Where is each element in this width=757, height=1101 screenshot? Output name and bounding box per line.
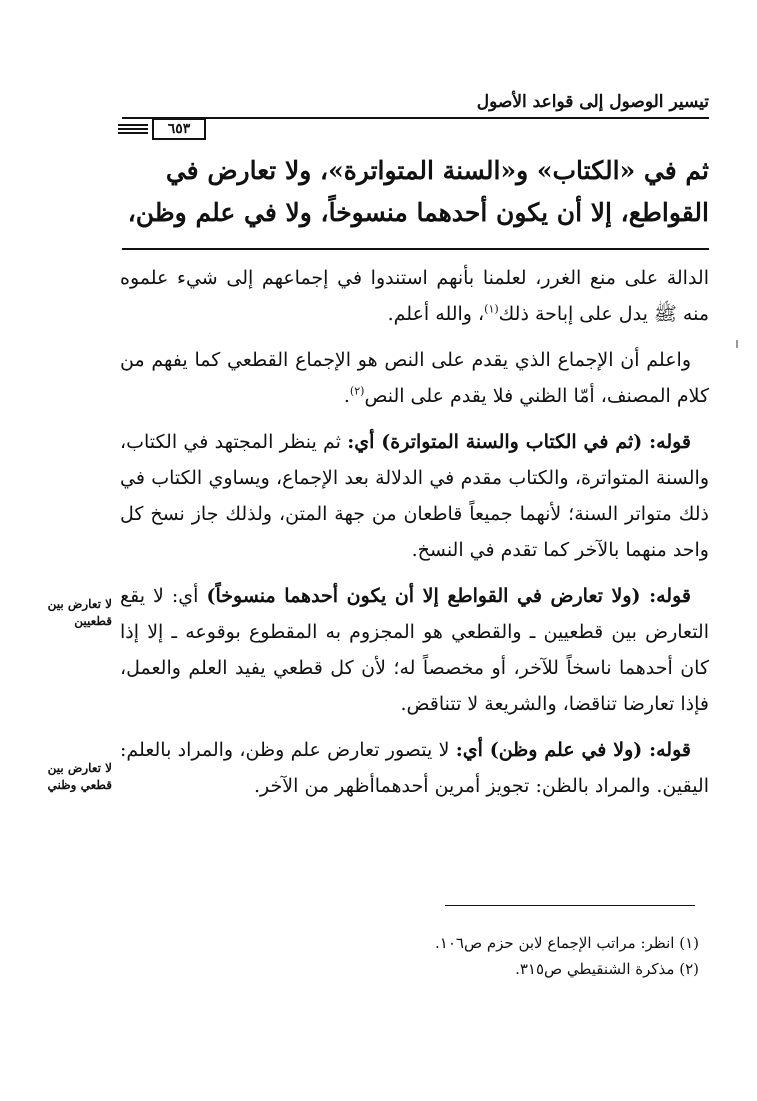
margin-note-2: لا تعارض بين قطعي وظني	[47, 761, 112, 792]
header-rule	[122, 117, 709, 119]
matn-separator	[122, 248, 709, 250]
quote-label: قوله: (ولا تعارض في القواطع إلا أن يكون أحدهما منسوخاً)	[206, 585, 691, 607]
footnotes	[435, 930, 699, 982]
commentary-paragraph-2: واعلم أن الإجماع الذي يقدم على النص هو الإجماع القطعي كما يفهم من كلام المصنف، أمّا الظني فلا يقدم على النص$^{(٢)}$.	[120, 349, 709, 407]
margin-note-1: لا تعارض بين قطعيين	[47, 597, 112, 628]
quote-label: قوله: (ثم في الكتاب والسنة المتواترة) أي:	[347, 431, 691, 453]
footnote-separator	[445, 905, 695, 906]
footnote-ref-2[interactable]: (٢)	[349, 384, 365, 398]
running-title: تيسير الوصول إلى قواعد الأصول	[476, 92, 709, 112]
commentary	[120, 260, 709, 814]
matn-line-1: ثم في «الكتاب» و«السنة المتواترة»، ولا تعارض في	[165, 156, 709, 185]
commentary-paragraph-1: الدالة على منع الغرر، لعلمنا بأنهم استندوا في إجماعهم إلى شيء علموه منه ﷺ يدل على إباحة ذلك$^{(١)}$، والله أعلم.	[120, 267, 709, 325]
commentary-paragraph-5: قوله: (ولا في علم وظن) أي: لا يتصور تعارض علم وظن، والمراد بالعلم: اليقين. والمراد بالظن: تجويز أمرين أحدهماأظهر من الآخر.	[120, 739, 709, 797]
matn-text	[122, 150, 709, 234]
commentary-paragraph-4: قوله: (ولا تعارض في القواطع إلا أن يكون أحدهما منسوخاً) أي: لا يقع التعارض بين قطعيين ـ والقطعي هو المجزوم به المقطوع بوقوعه ـ إلا إذا كان أحدهما ناسخاً للآخر، أو مخصصاً له؛ لأن كل قطعي يفيد العلم والعمل، فإذا تعارضا تناقضا، والشريعة لا تتناقض.	[120, 585, 709, 715]
footnote-1: (١) انظر: مراتب الإجماع لابن حزم ص١٠٦.	[434, 934, 699, 952]
matn-line-2: القواطع، إلا أن يكون أحدهما منسوخاً، ولا في علم وظن،	[127, 198, 709, 227]
footnote-ref-1[interactable]: (١)	[484, 302, 499, 316]
scan-mark	[736, 340, 738, 348]
commentary-paragraph-3: قوله: (ثم في الكتاب والسنة المتواترة) أي: ثم ينظر المجتهد في الكتاب، والسنة المتواترة، والكتاب مقدم في الدلالة بعد الإجماع، ويساوي الكتاب في ذلك متواتر السنة؛ لأنهما جميعاً قاطعان من جهة المتن، ولذلك جاز نسخ كل واحد منهما بالآخر كما تقدم في النسخ.	[120, 431, 709, 561]
header-ornament-left	[118, 124, 148, 132]
footnote-2: (٢) مذكرة الشنقيطي ص٣١٥.	[515, 960, 699, 978]
quote-label: قوله: (ولا في علم وظن) أي:	[455, 739, 691, 761]
page-number: ٦٥٣	[152, 118, 206, 140]
